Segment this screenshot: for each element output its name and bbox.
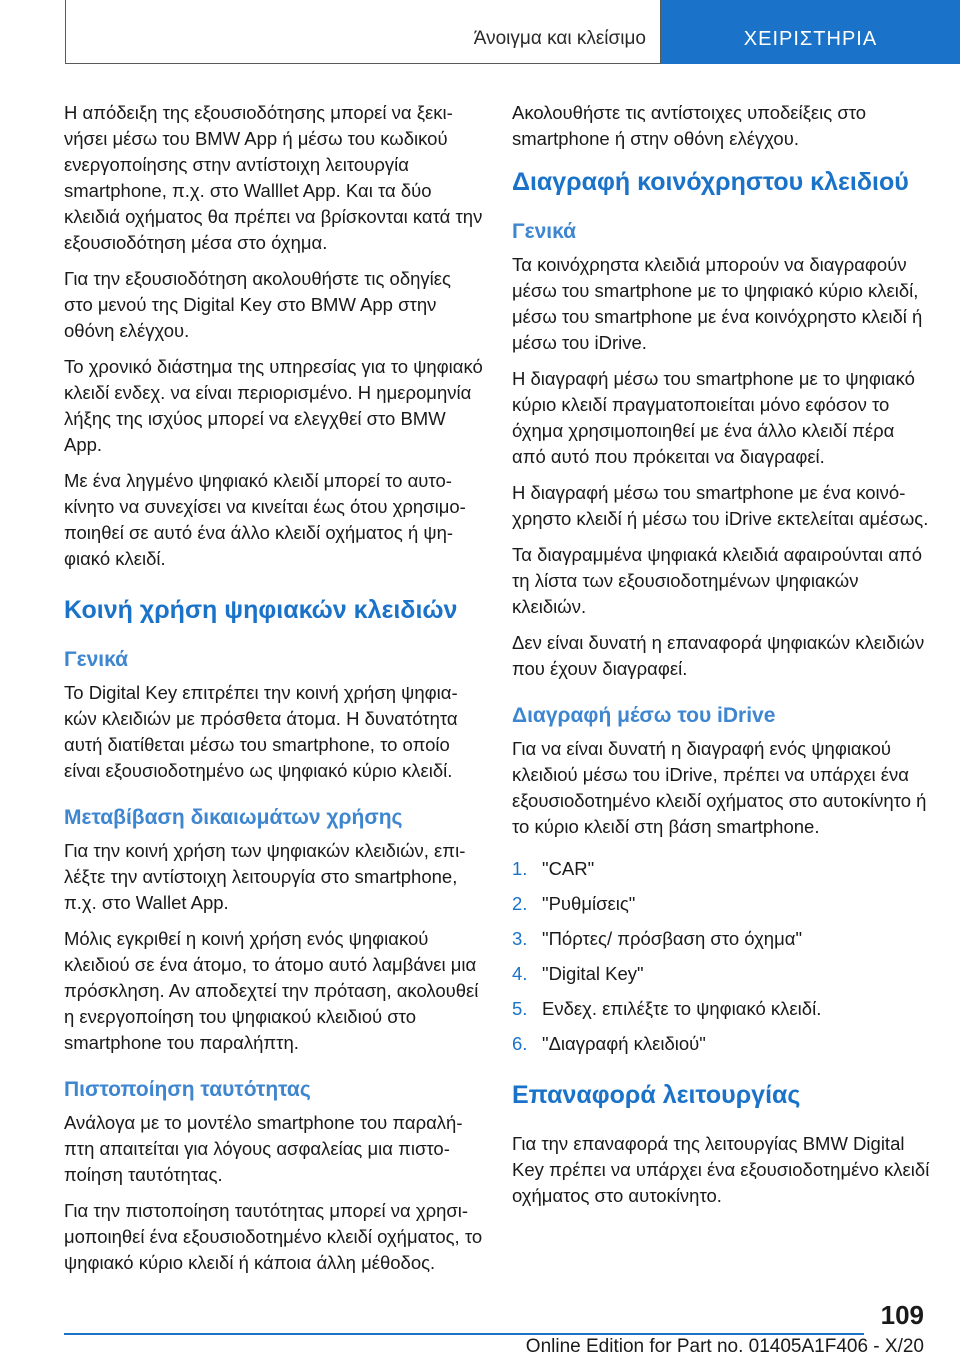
list-item xyxy=(512,926,932,952)
paragraph: Ανάλογα με το μοντέλο smartphone του παραλήπτη απαιτείται για λόγους ασφαλείας μια πιστοποίηση ταυτότητας. xyxy=(64,1112,463,1185)
paragraph: Τα διαγραμμένα ψηφιακά κλειδιά αφαιρούνται από τη λίστα των εξουσιοδοτημένων ψηφιακών κλειδιών. xyxy=(512,544,922,617)
paragraph: Η διαγραφή μέσω του smartphone με το ψηφιακό κύριο κλειδί πραγματοποιείται μόνο εφόσον το όχημα χρησιμοποιηθεί με ένα άλλο κλειδί πέρα από αυτό που πρόκειται να διαγραφεί. xyxy=(512,368,915,467)
paragraph: Για την επαναφορά της λειτουργίας BMW Digital Key πρέπει να υπάρχει ένα εξουσιοδοτημένο κλειδί οχήματος στο αυτοκίνητο. xyxy=(512,1133,930,1206)
step-number: 2. xyxy=(512,893,528,914)
paragraph: Δεν είναι δυνατή η επαναφορά ψηφιακών κλειδιών που έχουν διαγραφεί. xyxy=(512,632,925,679)
header-section: ΧΕΙΡΙΣΤΗΡΙΑ xyxy=(743,28,878,50)
paragraph: Για να είναι δυνατή η διαγραφή ενός ψηφιακού κλειδιού μέσω του iDrive, πρέπει να υπάρχει ένα εξουσιοδοτημένο κλειδί οχήματος στο αυτοκίνητο ή το κύριο κλειδί στη βάση smartphone. xyxy=(512,738,927,837)
page-header xyxy=(65,0,960,64)
heading-delete-shared-key: Διαγραφή κοινόχρηστου κλειδιού xyxy=(512,168,909,196)
paragraph: Το Digital Key επιτρέπει την κοινή χρήση ψηφιακών κλειδιών με πρόσθετα άτομα. Η δυνατότητα αυτή διατίθεται μέσω του smartphone, το οποίο είναι εξουσιοδοτημένο ως ψηφιακό κύριο κλειδί. xyxy=(64,682,458,781)
subheading-delete-via-idrive: Διαγραφή μέσω του iDrive xyxy=(512,704,776,727)
paragraph: Με ένα ληγμένο ψηφιακό κλειδί μπορεί το αυτοκίνητο να συνεχίσει να κινείται έως ότου χρησιμοποιηθεί σε αυτό ένα άλλο κλειδί οχήματος ή ψηφιακό κλειδί. xyxy=(64,470,466,569)
step-text: Ενδεχ. επιλέξτε το ψηφιακό κλειδί. xyxy=(542,998,822,1019)
header-title-box xyxy=(65,0,661,64)
paragraph: Η διαγραφή μέσω του smartphone με ένα κοινόχρηστο κλειδί ή μέσω του iDrive εκτελείται αμέσως. xyxy=(512,482,929,529)
subheading-general: Γενικά xyxy=(64,648,129,671)
step-text: "Πόρτες/ πρόσβαση στο όχημα" xyxy=(542,928,803,949)
heading-reset-function: Επαναφορά λειτουργίας xyxy=(512,1081,801,1109)
right-column xyxy=(512,100,932,1219)
header-title: Άνοιγμα και κλείσιμο xyxy=(473,28,646,49)
paragraph: Τα κοινόχρηστα κλειδιά μπορούν να διαγραφούν μέσω του smartphone με το ψηφιακό κύριο κλειδί, μέσω του smartphone με ένα κοινόχρηστο κλειδί ή μέσω του iDrive. xyxy=(512,254,923,353)
step-number: 4. xyxy=(512,963,528,984)
step-number: 1. xyxy=(512,858,528,879)
page-number: 109 xyxy=(880,1300,924,1330)
list-item xyxy=(512,891,932,917)
step-text: "Ρυθμίσεις" xyxy=(542,893,636,914)
steps-list xyxy=(512,856,932,1057)
step-number: 6. xyxy=(512,1033,528,1054)
list-item xyxy=(512,961,932,987)
paragraph: Μόλις εγκριθεί η κοινή χρήση ενός ψηφιακού κλειδιού σε ένα άτομο, το άτομο αυτό λαμβάνει μια πρόσκληση. Αν αποδεχτεί την πρόταση, ακολουθεί η ενεργοποίηση του ψηφιακού κλειδιού στο smartphone του παραλήπτη. xyxy=(64,928,479,1053)
list-item xyxy=(512,1031,932,1057)
subheading-transfer-rights: Μεταβίβαση δικαιωμάτων χρήσης xyxy=(64,806,403,829)
list-item xyxy=(512,996,932,1022)
subheading-authentication: Πιστοποίηση ταυτότητας xyxy=(64,1078,311,1101)
paragraph: Για την εξουσιοδότηση ακολουθήστε τις οδηγίες στο μενού της Digital Key στο BMW App στην οθόνη ελέγχου. xyxy=(64,268,451,341)
left-column xyxy=(64,100,484,1286)
subheading-general: Γενικά xyxy=(512,220,577,243)
page-footer xyxy=(64,1300,924,1362)
header-section-tab xyxy=(661,0,960,64)
list-item xyxy=(512,856,932,882)
step-text: "Digital Key" xyxy=(542,963,644,984)
edition-info: Online Edition for Part no. 01405A1F406 - X/20 xyxy=(525,1336,924,1357)
paragraph: Η απόδειξη της εξουσιοδότησης μπορεί να ξεκινήσει μέσω του BMW App ή μέσω του κωδικού ενεργοποίησης στην αντίστοιχη λειτουργία smartphone, π.χ. στο Walllet App. Και τα δύο κλειδιά οχήματος θα πρέπει να βρίσκονται κατά την εξουσιοδότηση μέσα στο όχημα. xyxy=(64,102,483,253)
step-number: 5. xyxy=(512,998,528,1019)
step-text: "CAR" xyxy=(542,858,595,879)
paragraph: Για την κοινή χρήση των ψηφιακών κλειδιών, επιλέξτε την αντίστοιχη λειτουργία στο smartphone, π.χ. στο Wallet App. xyxy=(64,840,466,913)
paragraph: Το χρονικό διάστημα της υπηρεσίας για το ψηφιακό κλειδί ενδεχ. να είναι περιορισμένο. Η ημερομηνία λήξης της ισχύος μπορεί να ελεγχθεί στο BMW App. xyxy=(64,356,483,455)
step-text: "Διαγραφή κλειδιού" xyxy=(542,1033,706,1054)
paragraph: Ακολουθήστε τις αντίστοιχες υποδείξεις στο smartphone ή στην οθόνη ελέγχου. xyxy=(512,102,867,149)
step-number: 3. xyxy=(512,928,528,949)
footer-divider xyxy=(64,1333,864,1335)
paragraph: Για την πιστοποίηση ταυτότητας μπορεί να χρησιμοποιηθεί ένα εξουσιοδοτημένο κλειδί οχήματος, το ψηφιακό κύριο κλειδί ή κάποια άλλη μέθοδος. xyxy=(64,1200,483,1273)
heading-share-digital-keys: Κοινή χρήση ψηφιακών κλειδιών xyxy=(64,596,458,624)
